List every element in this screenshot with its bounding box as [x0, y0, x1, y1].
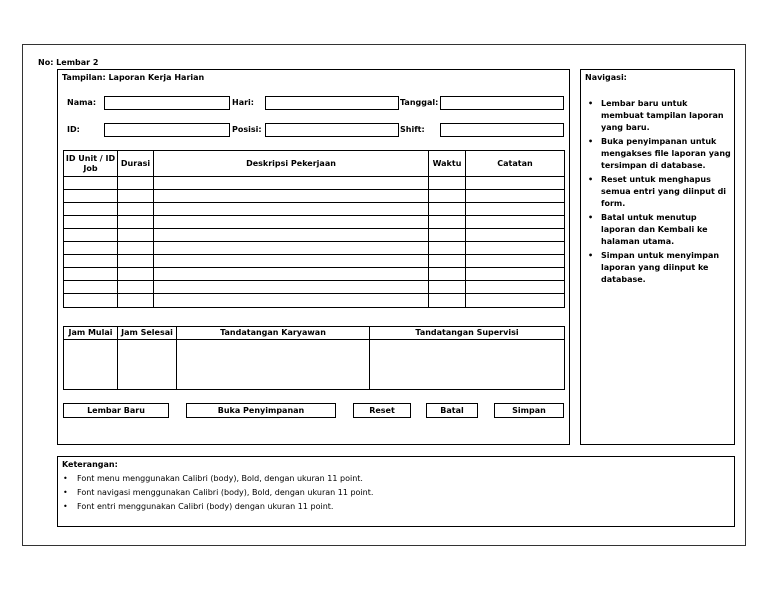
- job-table-row: [64, 216, 565, 229]
- tanggal-label: Tanggal:: [400, 98, 439, 107]
- col-header-durasi: Durasi: [118, 151, 154, 177]
- job-table-cell[interactable]: [154, 177, 429, 190]
- col-header-catatan: Catatan: [466, 151, 565, 177]
- job-table-cell[interactable]: [118, 190, 154, 203]
- job-table-row: [64, 242, 565, 255]
- job-table-cell[interactable]: [64, 255, 118, 268]
- hari-label: Hari:: [232, 98, 254, 107]
- tanggal-input[interactable]: [440, 96, 564, 110]
- shift-input[interactable]: [440, 123, 564, 137]
- job-table-cell[interactable]: [154, 216, 429, 229]
- simpan-button[interactable]: Simpan: [494, 403, 564, 418]
- job-table-cell[interactable]: [154, 242, 429, 255]
- note-item: • Font entri menggunakan Calibri (body) dengan ukuran 11 point.: [61, 500, 721, 514]
- job-table-cell[interactable]: [154, 229, 429, 242]
- job-table-cell[interactable]: [118, 229, 154, 242]
- col-header-waktu: Waktu: [429, 151, 466, 177]
- job-table-cell[interactable]: [154, 255, 429, 268]
- job-table-cell[interactable]: [429, 177, 466, 190]
- job-table-cell[interactable]: [118, 281, 154, 294]
- job-table-cell[interactable]: [429, 281, 466, 294]
- job-table-cell[interactable]: [154, 294, 429, 308]
- job-table-row: [64, 268, 565, 281]
- job-table-cell[interactable]: [429, 255, 466, 268]
- nav-item-buka-penyimpanan: • Buka penyimpanan untuk mengakses file laporan yang tersimpan di database.: [584, 136, 732, 172]
- job-table-row: [64, 190, 565, 203]
- job-table-cell[interactable]: [429, 216, 466, 229]
- job-table-cell[interactable]: [64, 242, 118, 255]
- job-table-cell[interactable]: [429, 229, 466, 242]
- job-table-cell[interactable]: [64, 216, 118, 229]
- job-table-row: [64, 177, 565, 190]
- job-table-cell[interactable]: [154, 190, 429, 203]
- notes-panel: [57, 456, 735, 527]
- job-table-cell[interactable]: [429, 294, 466, 308]
- posisi-input[interactable]: [265, 123, 399, 137]
- col-header-id-unit: ID Unit / ID Job: [64, 151, 118, 177]
- note-item: • Font menu menggunakan Calibri (body), Bold, dengan ukuran 11 point.: [61, 472, 721, 486]
- job-table-cell[interactable]: [64, 229, 118, 242]
- job-table-cell[interactable]: [466, 229, 565, 242]
- posisi-label: Posisi:: [232, 125, 262, 134]
- job-table-cell[interactable]: [118, 255, 154, 268]
- nav-item-batal: • Batal untuk menutup laporan dan Kembali ke halaman utama.: [584, 212, 732, 248]
- job-table-cell[interactable]: [429, 242, 466, 255]
- job-table-cell[interactable]: [466, 216, 565, 229]
- job-table-cell[interactable]: [154, 268, 429, 281]
- sign-table-header: [64, 327, 565, 340]
- job-table-cell[interactable]: [118, 268, 154, 281]
- nav-item-lembar-baru: • Lembar baru untuk membuat tampilan laporan yang baru.: [584, 98, 732, 134]
- job-table-cell[interactable]: [466, 268, 565, 281]
- note-item: • Font navigasi menggunakan Calibri (body), Bold, dengan ukuran 11 point.: [61, 486, 721, 500]
- buka-penyimpanan-button[interactable]: Buka Penyimpanan: [186, 403, 336, 418]
- job-table-cell[interactable]: [64, 177, 118, 190]
- col-header-ttd-supervisi: Tandatangan Supervisi: [370, 327, 565, 340]
- job-table-cell[interactable]: [154, 203, 429, 216]
- ttd-supervisi-cell[interactable]: [370, 340, 565, 390]
- job-table-cell[interactable]: [64, 294, 118, 308]
- job-table-cell[interactable]: [154, 281, 429, 294]
- col-header-ttd-karyawan: Tandatangan Karyawan: [177, 327, 370, 340]
- sign-table: [63, 326, 565, 390]
- job-table-cell[interactable]: [466, 190, 565, 203]
- navigation-panel: [580, 69, 735, 445]
- job-table-header: [64, 151, 565, 177]
- job-table-row: [64, 281, 565, 294]
- job-table-cell[interactable]: [466, 242, 565, 255]
- ttd-karyawan-cell[interactable]: [177, 340, 370, 390]
- notes-title: Keterangan:: [62, 460, 118, 469]
- job-table-cell[interactable]: [118, 216, 154, 229]
- job-table-cell[interactable]: [118, 177, 154, 190]
- id-label: ID:: [67, 125, 80, 134]
- job-table-cell[interactable]: [429, 268, 466, 281]
- form-title: Tampilan: Laporan Kerja Harian: [62, 73, 205, 82]
- nav-item-simpan: • Simpan untuk menyimpan laporan yang diinput ke database.: [584, 250, 732, 286]
- hari-input[interactable]: [265, 96, 399, 110]
- job-table-cell[interactable]: [429, 203, 466, 216]
- job-table-cell[interactable]: [64, 281, 118, 294]
- notes-list: [61, 472, 721, 514]
- nav-item-reset: • Reset untuk menghapus semua entri yang diinput di form.: [584, 174, 732, 210]
- job-table-cell[interactable]: [118, 203, 154, 216]
- col-header-jam-selesai: Jam Selesai: [118, 327, 177, 340]
- job-table: [63, 150, 565, 308]
- id-input[interactable]: [104, 123, 230, 137]
- job-table-cell[interactable]: [466, 281, 565, 294]
- nama-label: Nama:: [67, 98, 97, 107]
- job-table-row: [64, 203, 565, 216]
- reset-button[interactable]: Reset: [353, 403, 411, 418]
- job-table-row: [64, 255, 565, 268]
- shift-label: Shift:: [400, 125, 425, 134]
- job-table-cell[interactable]: [64, 203, 118, 216]
- job-table-cell[interactable]: [466, 177, 565, 190]
- sheet-label: No: Lembar 2: [38, 58, 99, 67]
- job-table-cell[interactable]: [118, 294, 154, 308]
- job-table-cell[interactable]: [64, 268, 118, 281]
- job-table-cell[interactable]: [118, 242, 154, 255]
- batal-button[interactable]: Batal: [426, 403, 478, 418]
- form-panel: [57, 69, 570, 445]
- jam-mulai-cell[interactable]: [64, 340, 118, 390]
- col-header-jam-mulai: Jam Mulai: [64, 327, 118, 340]
- job-table-cell[interactable]: [466, 203, 565, 216]
- lembar-baru-button[interactable]: Lembar Baru: [63, 403, 169, 418]
- navigation-title: Navigasi:: [585, 73, 627, 82]
- job-table-cell[interactable]: [64, 190, 118, 203]
- job-table-cell[interactable]: [429, 190, 466, 203]
- job-table-cell[interactable]: [466, 294, 565, 308]
- col-header-deskripsi: Deskripsi Pekerjaan: [154, 151, 429, 177]
- job-table-row: [64, 294, 565, 308]
- sign-table-row: [64, 340, 565, 390]
- job-table-cell[interactable]: [466, 255, 565, 268]
- nama-input[interactable]: [104, 96, 230, 110]
- job-table-row: [64, 229, 565, 242]
- jam-selesai-cell[interactable]: [118, 340, 177, 390]
- navigation-list: [584, 98, 732, 288]
